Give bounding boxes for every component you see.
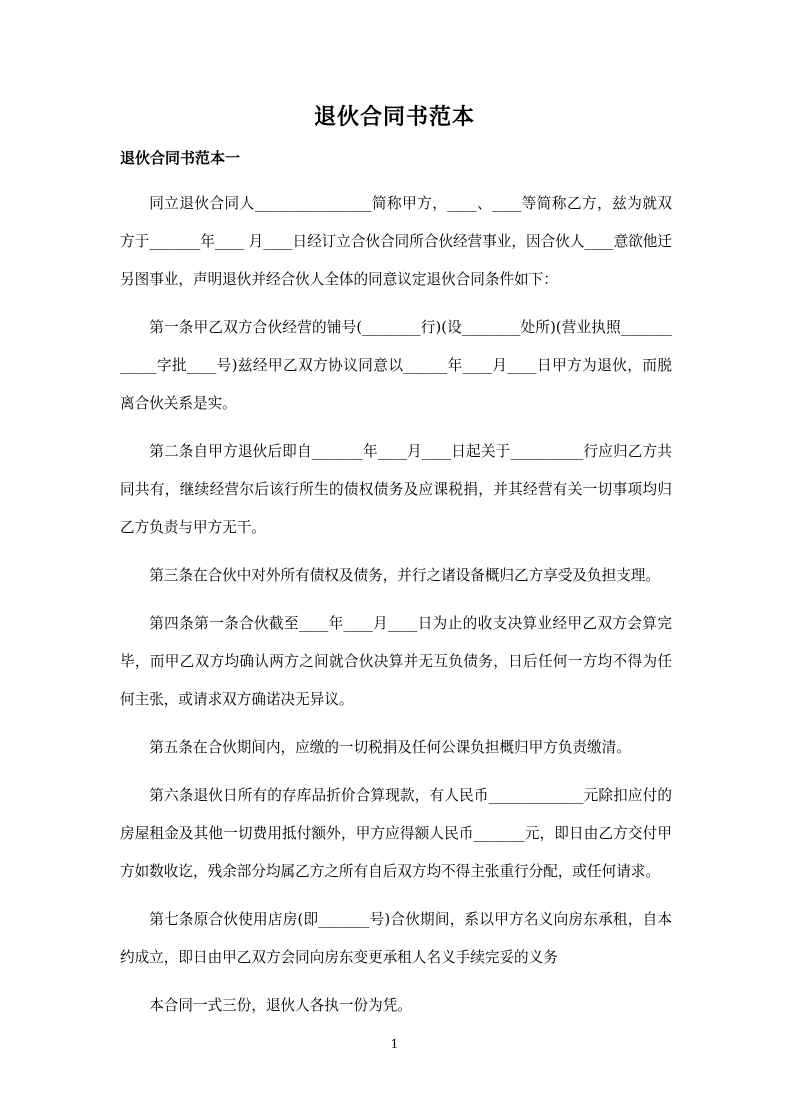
paragraph-intro: 同立退伙合同人________________简称甲方，____、____等简称乙方，兹为就双方于_______年____ 月____日经订立合伙合同所合伙经营事业，因合伙人____意欲他迁另图事业，声明退伙并经合伙人全体的同意议定退伙合同条件如下： — [120, 195, 672, 288]
paragraph-article-3: 第三条在合伙中对外所有债权及债务，并行之诸设备概归乙方享受及负担支理。 — [149, 567, 660, 584]
document-title: 退伙合同书范本 — [313, 104, 475, 130]
paragraph-article-4: 第四条第一条合伙截至____年____月____日为止的收支决算业经甲乙双方会算完毕，而甲乙双方均确认两方之间就合伙决算并无互负债务，日后任何一方均不得为任何主张，或请求双方确诺决无异议。 — [120, 615, 672, 708]
paragraph-article-2: 第二条自甲方退伙后即自_______年____月____日起关于__________行应归乙方共同共有，继续经营尔后该行所生的债权债务及应课税捐，并其经营有关一切事项均归乙方负责与甲方无干。 — [120, 443, 672, 536]
paragraph-article-7: 第七条原合伙使用店房(即_______号)合伙期间，系以甲方名义向房东承租，自本约成立，即日由甲乙双方会同向房东变更承租人名义手续完妥的义务 — [120, 911, 672, 966]
document-body — [120, 185, 672, 1035]
section-heading: 退伙合同书范本一 — [120, 149, 241, 167]
paragraph-article-1: 第一条甲乙双方合伙经营的铺号(________行)(设________处所)(营业执照____________字批____号)兹经甲乙双方协议同意以______年____月____日甲方为退伙，而脱离合伙关系是实。 — [120, 319, 672, 412]
paragraph-closing: 本合同一式三份，退伙人各执一份为凭。 — [149, 997, 412, 1014]
paragraph-article-5: 第五条在合伙期间内，应缴的一切税捐及任何公课负担概归甲方负责缴清。 — [149, 739, 631, 756]
page-number: 1 — [390, 1037, 399, 1051]
paragraph-article-6: 第六条退伙日所有的存库品折价合算现款，有人民币_____________元除扣应付的房屋租金及其他一切费用抵付额外，甲方应得额人民币_______元，即日由乙方交付甲方如数收讫，残余部分均属乙方之所有自后双方均不得主张重行分配，或任何请求。 — [120, 787, 672, 880]
